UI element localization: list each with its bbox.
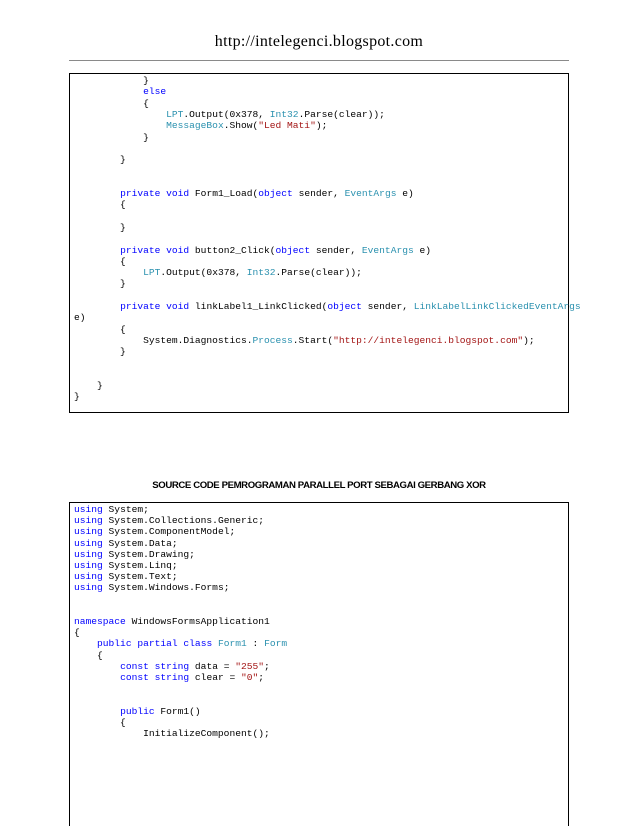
- code-line: [74, 335, 535, 346]
- code-token: void: [166, 301, 190, 312]
- code-line: [74, 267, 362, 278]
- code-token: :: [246, 638, 265, 650]
- code-token: InitializeComponent();: [74, 728, 270, 739]
- code-line: [74, 301, 581, 312]
- code-token: }: [74, 346, 126, 358]
- code-line: [74, 256, 126, 267]
- code-token: Int32: [269, 108, 299, 120]
- code-line: [74, 717, 126, 728]
- code-token: [74, 86, 143, 97]
- code-line: [74, 549, 195, 560]
- code-block-2: [69, 502, 569, 826]
- code-token: ;: [258, 672, 265, 683]
- code-token: [74, 267, 143, 278]
- code-token: {: [74, 627, 80, 639]
- code-token: data =: [189, 660, 236, 672]
- code-token: void: [166, 244, 190, 256]
- code-token: using: [74, 582, 103, 594]
- code-token: );: [315, 120, 328, 132]
- code-token: System.Linq;: [102, 560, 178, 571]
- code-token: EventArgs: [361, 244, 414, 256]
- code-line: [74, 188, 414, 199]
- code-token: LPT: [143, 267, 161, 279]
- section-title: SOURCE CODE PEMROGRAMAN PARALLEL PORT SEBAGAI GERBANG XOR: [152, 480, 486, 491]
- code-token: WindowsFormsApplication1: [125, 616, 270, 627]
- code-token: class: [183, 638, 213, 650]
- code-line: [74, 391, 80, 402]
- code-token: clear =: [189, 672, 241, 683]
- code-token: sender,: [361, 301, 414, 312]
- code-token: Form1(): [154, 705, 201, 717]
- code-token: using: [74, 526, 103, 538]
- code-token: EventArgs: [344, 188, 397, 199]
- code-token: [74, 109, 166, 120]
- code-token: using: [74, 548, 103, 560]
- code-token: [74, 188, 120, 199]
- code-token: System.Windows.Forms;: [102, 582, 230, 594]
- code-token: );: [523, 334, 535, 346]
- code-token: System.Data;: [102, 537, 178, 549]
- code-token: System.Diagnostics.: [74, 334, 253, 346]
- code-line: [74, 672, 264, 683]
- code-line: [74, 346, 126, 357]
- code-line: [74, 560, 178, 571]
- code-token: }: [74, 380, 103, 392]
- code-token: [74, 301, 120, 312]
- code-block-1: [69, 73, 581, 413]
- code-line: [74, 638, 287, 649]
- code-line: [74, 222, 126, 233]
- code-token: [74, 638, 97, 649]
- code-token: }: [74, 131, 149, 143]
- code-token: Form: [264, 638, 288, 650]
- code-token: using: [74, 504, 103, 515]
- code-line: [74, 504, 149, 515]
- code-token: linkLabel1_LinkClicked(: [189, 301, 328, 312]
- code-token: partial: [137, 638, 178, 650]
- code-line: [74, 515, 264, 526]
- code-token: sender,: [292, 188, 345, 199]
- code-token: private: [120, 244, 161, 256]
- code-line: [74, 582, 229, 593]
- code-token: const: [120, 660, 149, 672]
- code-line: [74, 98, 149, 109]
- code-line: [74, 154, 126, 165]
- code-token: sender,: [310, 244, 362, 256]
- code-token: string: [154, 672, 190, 683]
- code-token: }: [74, 391, 80, 403]
- code-line: [74, 538, 178, 549]
- code-line: [74, 75, 149, 86]
- code-token: [74, 672, 120, 683]
- code-line: [74, 616, 270, 627]
- code-token: .Parse(clear));: [275, 267, 362, 279]
- code-line: [74, 199, 126, 210]
- code-token: using: [74, 515, 103, 527]
- code-token: Form1: [217, 638, 247, 650]
- code-line: [74, 526, 235, 537]
- code-line: [74, 324, 126, 335]
- code-token: "Led Mati": [258, 120, 316, 132]
- code-line: [74, 728, 270, 739]
- code-token: e): [413, 244, 432, 256]
- code-line: [74, 650, 103, 661]
- code-line: [74, 380, 103, 391]
- code-line: [74, 109, 385, 120]
- code-token: button2_Click(: [189, 244, 276, 256]
- code-token: void: [166, 188, 190, 199]
- code-token: const: [120, 672, 149, 683]
- code-token: private: [120, 188, 161, 199]
- code-token: "255": [235, 660, 265, 672]
- code-token: Form1_Load(: [189, 188, 259, 199]
- code-token: object: [275, 244, 311, 256]
- code-token: public: [97, 638, 132, 650]
- code-token: LinkLabelLinkClickedEventArgs: [413, 301, 581, 312]
- code-token: namespace: [74, 616, 126, 627]
- code-token: MessageBox: [166, 120, 224, 132]
- code-token: using: [74, 560, 103, 571]
- code-token: System;: [102, 504, 149, 515]
- code-token: }: [74, 221, 126, 233]
- code-token: .Output(0x378,: [160, 267, 247, 279]
- code-token: {: [74, 255, 126, 267]
- code-line: [74, 706, 201, 717]
- code-token: {: [74, 199, 126, 211]
- code-token: [74, 245, 120, 256]
- code-token: LPT: [166, 108, 184, 120]
- code-line: [74, 278, 126, 289]
- code-token: e): [74, 312, 86, 324]
- code-line: [74, 245, 431, 256]
- code-token: object: [258, 188, 293, 199]
- code-token: {: [74, 649, 103, 661]
- code-line: [74, 120, 327, 131]
- code-token: ;: [264, 660, 270, 672]
- code-line: [74, 571, 178, 582]
- code-token: {: [74, 323, 126, 335]
- code-token: public: [120, 705, 155, 717]
- code-token: .Parse(clear));: [298, 108, 385, 120]
- code-token: [74, 706, 120, 717]
- page-header-url: http://intelegenci.blogspot.com: [214, 33, 424, 50]
- code-line: [74, 86, 166, 97]
- code-token: private: [120, 301, 161, 312]
- code-token: "0": [241, 672, 259, 683]
- code-token: }: [74, 75, 149, 86]
- code-token: .Show(: [223, 120, 259, 132]
- code-token: Int32: [246, 267, 276, 279]
- code-token: using: [74, 537, 103, 549]
- code-token: System.Collections.Generic;: [102, 515, 264, 527]
- code-token: [74, 661, 120, 672]
- code-token: object: [327, 301, 362, 312]
- code-token: }: [74, 278, 126, 290]
- code-token: .Start(: [292, 334, 334, 346]
- code-token: else: [143, 86, 167, 98]
- code-token: using: [74, 571, 103, 583]
- code-token: {: [74, 716, 126, 728]
- code-line: [74, 132, 149, 143]
- code-line: [74, 312, 86, 323]
- code-token: Process: [252, 334, 293, 346]
- code-token: {: [74, 97, 149, 109]
- code-token: .Output(0x378,: [183, 108, 270, 120]
- code-token: System.Text;: [102, 571, 178, 583]
- code-token: System.ComponentModel;: [102, 526, 236, 538]
- code-token: [74, 120, 166, 131]
- code-token: }: [74, 154, 126, 166]
- code-token: "http://intelegenci.blogspot.com": [333, 334, 524, 346]
- code-token: e): [396, 188, 414, 199]
- code-token: string: [154, 660, 190, 672]
- code-line: [74, 627, 80, 638]
- code-line: [74, 661, 270, 672]
- header-divider: [69, 60, 569, 61]
- code-token: System.Drawing;: [102, 548, 195, 560]
